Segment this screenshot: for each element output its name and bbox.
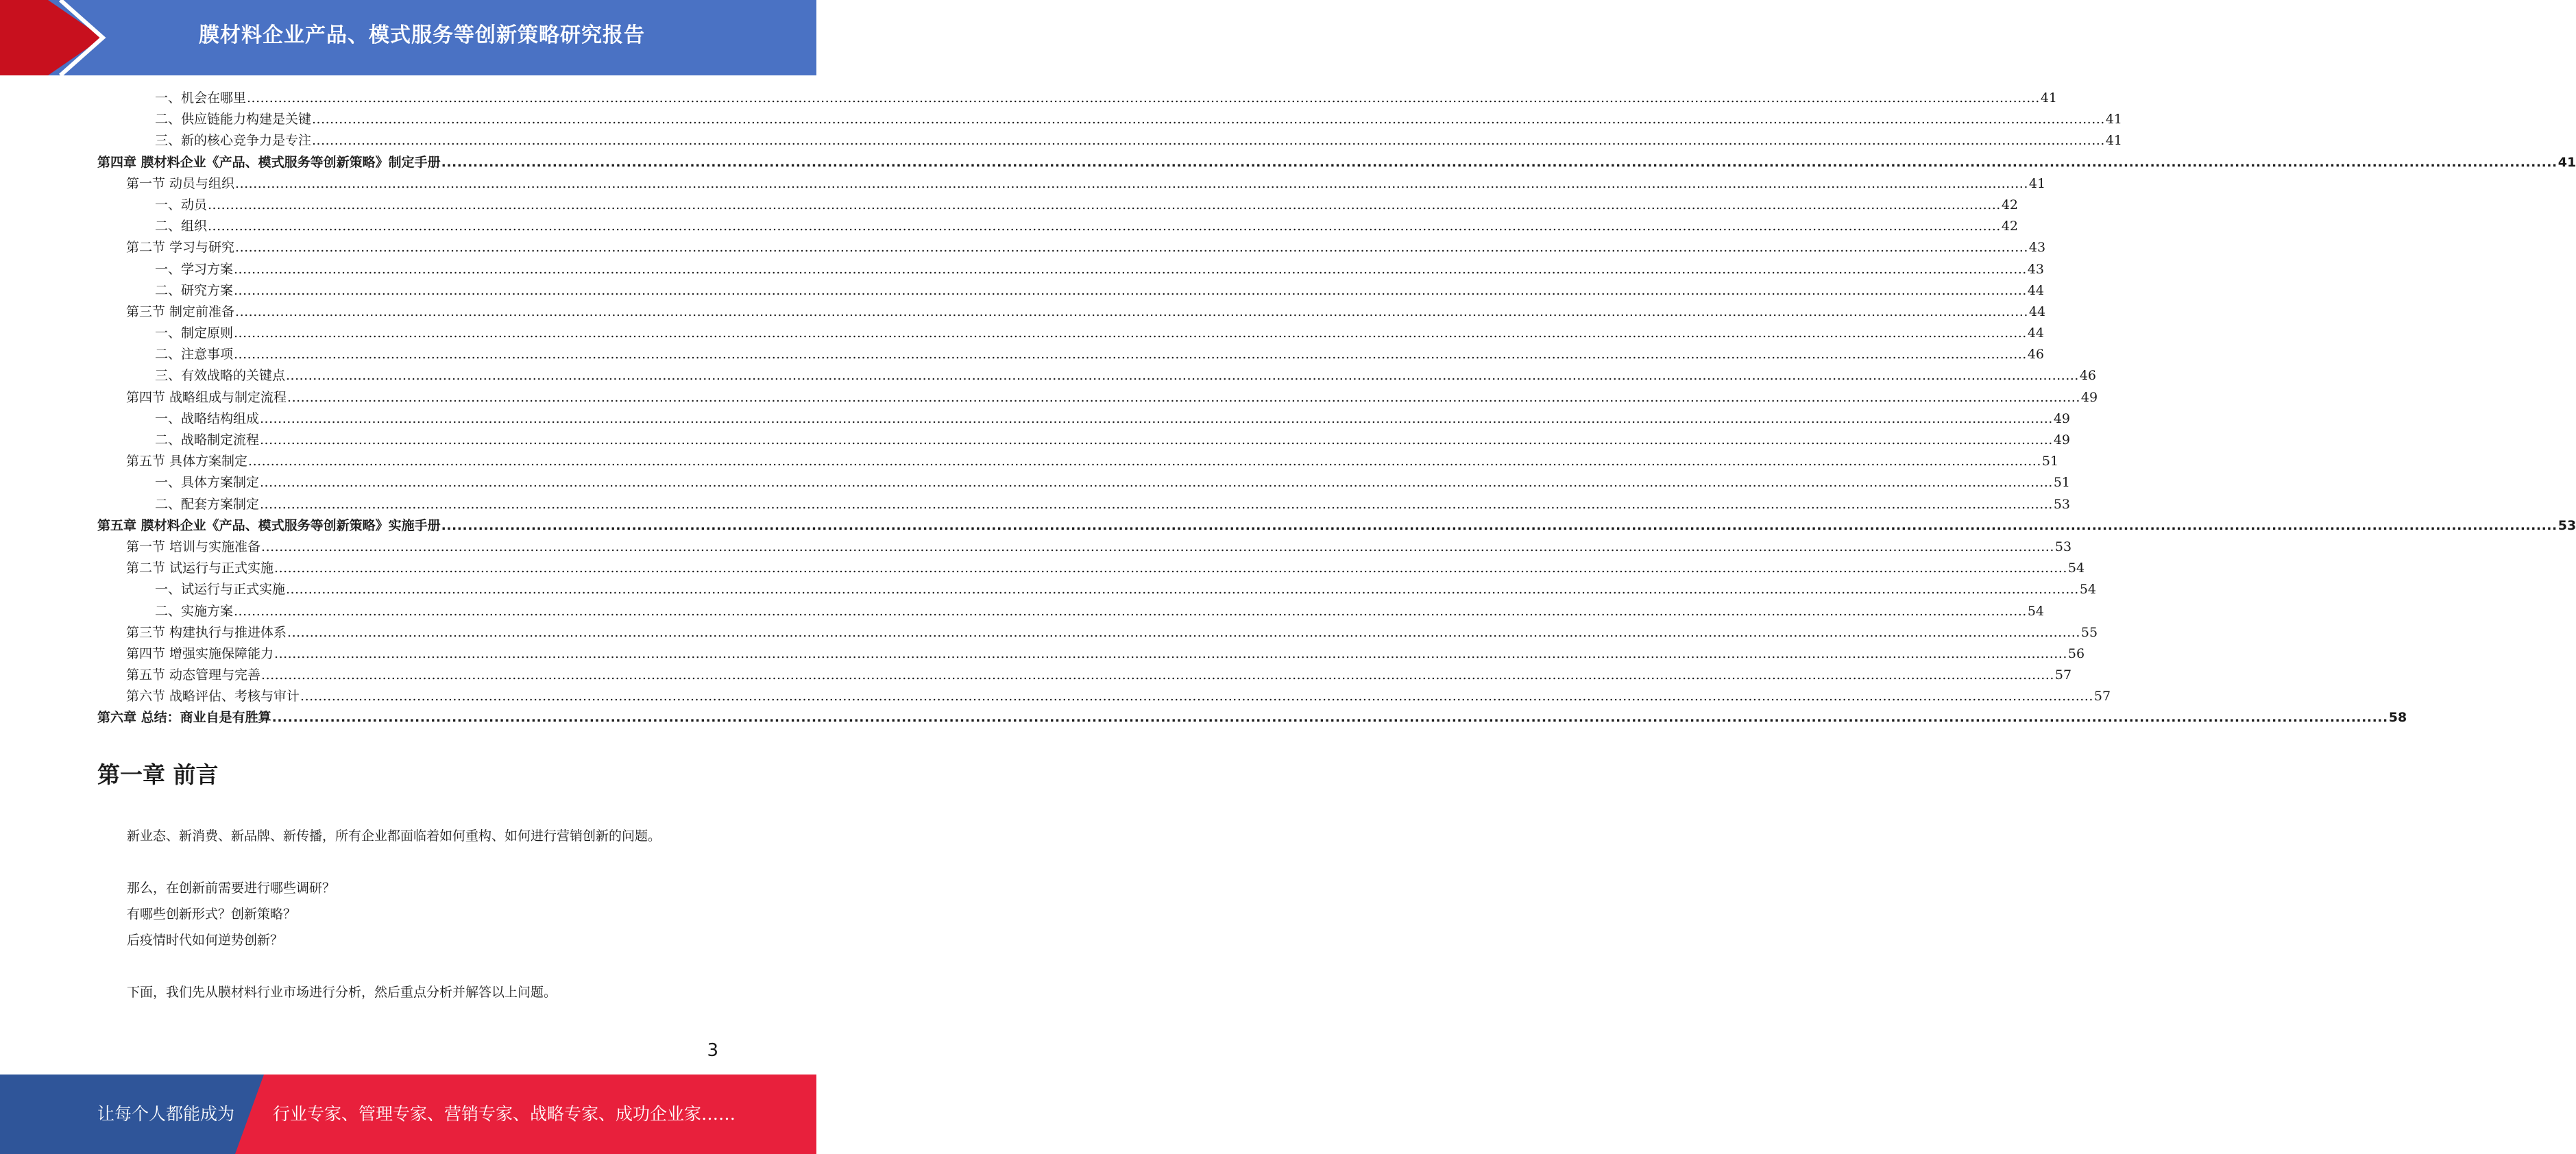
paragraph: 那么，在创新前需要进行哪些调研？ bbox=[127, 881, 336, 896]
toc-dot-leader: ................................................................................................................................................................................................................................................................................................................................................................................................................ bbox=[260, 410, 2053, 426]
toc-entry-label: 二、注意事项 bbox=[155, 347, 234, 363]
toc-entry[interactable] bbox=[97, 622, 2098, 643]
toc-entry-label: 第四节 战略组成与制定流程 bbox=[126, 389, 287, 405]
toc-entry-page: 41 bbox=[2105, 133, 2123, 149]
toc-entry-label: 第二节 试运行与正式实施 bbox=[126, 561, 274, 576]
toc-entry-label: 第六章 总结：商业自是有胜算 bbox=[97, 710, 271, 726]
toc-dot-leader: ................................................................................................................................................................................................................................................................................................................................................................................................................ bbox=[208, 197, 2001, 212]
page-number: 3 bbox=[707, 1040, 718, 1061]
toc-dot-leader: ................................................................................................................................................................................................................................................................................................................................................................................................................ bbox=[287, 389, 2080, 405]
toc-dot-leader: ................................................................................................................................................................................................................................................................................................................................................................................................................ bbox=[248, 454, 2041, 469]
toc-entry-page: 57 bbox=[2054, 667, 2072, 683]
toc-entry-label: 一、学习方案 bbox=[155, 261, 234, 277]
toc-entry[interactable] bbox=[97, 515, 2576, 537]
chapter-title: 第一章 前言 bbox=[97, 761, 219, 788]
toc-entry[interactable] bbox=[97, 344, 2045, 365]
toc-dot-leader: ................................................................................................................................................................................................................................................................................................................................................................................................................ bbox=[260, 432, 2053, 447]
toc-dot-leader: ................................................................................................................................................................................................................................................................................................................................................................................................................ bbox=[261, 539, 2054, 554]
toc-entry-label: 第二节 学习与研究 bbox=[126, 240, 235, 256]
toc-entry-page: 41 bbox=[2105, 112, 2123, 127]
toc-entry[interactable] bbox=[97, 601, 2045, 622]
toc-entry[interactable] bbox=[97, 579, 2097, 600]
toc-dot-leader: ................................................................................................................................................................................................................................................................................................................................................................................................................ bbox=[234, 326, 2027, 341]
toc-entry-page: 46 bbox=[2079, 368, 2097, 384]
toc-entry-label: 第五章 膜材料企业《产品、模式服务等创新策略》实施手册 bbox=[97, 517, 441, 533]
toc-dot-leader: ................................................................................................................................................................................................................................................................................................................................................................................................................ bbox=[287, 624, 2080, 640]
toc-entry[interactable] bbox=[97, 707, 2407, 728]
toc-entry-page: 53 bbox=[2054, 539, 2072, 554]
toc-entry-label: 一、具体方案制定 bbox=[155, 475, 260, 491]
toc-dot-leader: ................................................................................................................................................................................................................................................................................................................................................................................................................ bbox=[247, 90, 2040, 106]
toc-entry[interactable] bbox=[97, 237, 2046, 258]
toc-dot-leader: ................................................................................................................................................................................................................................................................................................................................................................................................................ bbox=[234, 282, 2027, 298]
toc-entry-page: 49 bbox=[2053, 432, 2071, 447]
toc-entry-label: 二、战略制定流程 bbox=[155, 432, 260, 447]
toc-entry-label: 一、动员 bbox=[155, 197, 208, 212]
toc-entry-label: 第一节 培训与实施准备 bbox=[126, 539, 261, 554]
toc-entry[interactable] bbox=[97, 408, 2071, 430]
toc-dot-leader: ................................................................................................................................................................................................................................................................................................................................................................................................................ bbox=[441, 517, 2557, 533]
toc-entry-page: 58 bbox=[2388, 710, 2407, 726]
toc-entry[interactable] bbox=[97, 280, 2045, 302]
toc-entry[interactable] bbox=[97, 451, 2059, 472]
toc-entry-label: 二、供应链能力构建是关键 bbox=[155, 112, 312, 127]
toc-entry[interactable] bbox=[97, 173, 2046, 195]
toc-entry-label: 一、机会在哪里 bbox=[155, 90, 247, 106]
toc-dot-leader: ................................................................................................................................................................................................................................................................................................................................................................................................................ bbox=[441, 154, 2557, 170]
toc-dot-leader: ................................................................................................................................................................................................................................................................................................................................................................................................................ bbox=[235, 240, 2028, 256]
toc-dot-leader: ................................................................................................................................................................................................................................................................................................................................................................................................................ bbox=[300, 689, 2093, 704]
toc-entry-page: 56 bbox=[2067, 646, 2085, 661]
toc-dot-leader: ................................................................................................................................................................................................................................................................................................................................................................................................................ bbox=[274, 646, 2067, 661]
toc-entry-label: 第三节 制定前准备 bbox=[126, 304, 235, 319]
toc-entry-page: 55 bbox=[2080, 624, 2098, 640]
toc-entry[interactable] bbox=[97, 109, 2123, 130]
toc-entry-label: 第四章 膜材料企业《产品、模式服务等创新策略》制定手册 bbox=[97, 154, 441, 170]
toc-entry[interactable] bbox=[97, 88, 2058, 109]
toc-entry-page: 49 bbox=[2080, 389, 2098, 405]
toc-entry-page: 43 bbox=[2028, 240, 2046, 256]
toc-entry-page: 49 bbox=[2053, 410, 2071, 426]
toc-entry[interactable] bbox=[97, 259, 2045, 280]
toc-entry-page: 51 bbox=[2041, 454, 2059, 469]
toc-entry[interactable] bbox=[97, 130, 2123, 151]
toc-entry[interactable] bbox=[97, 494, 2071, 515]
toc-dot-leader: ................................................................................................................................................................................................................................................................................................................................................................................................................ bbox=[286, 582, 2079, 598]
toc-entry-page: 41 bbox=[2557, 154, 2576, 170]
toc-dot-leader: ................................................................................................................................................................................................................................................................................................................................................................................................................ bbox=[235, 175, 2028, 191]
toc-entry-page: 42 bbox=[2001, 219, 2019, 234]
toc-entry-label: 二、研究方案 bbox=[155, 282, 234, 298]
toc-entry-label: 第一节 动员与组织 bbox=[126, 175, 235, 191]
toc-dot-leader: ................................................................................................................................................................................................................................................................................................................................................................................................................ bbox=[260, 475, 2053, 491]
toc-dot-leader: ................................................................................................................................................................................................................................................................................................................................................................................................................ bbox=[234, 261, 2027, 277]
page-header bbox=[0, 0, 816, 75]
toc-entry-page: 44 bbox=[2027, 282, 2045, 298]
toc-entry-label: 三、有效战略的关键点 bbox=[155, 368, 286, 384]
toc-entry-page: 54 bbox=[2067, 561, 2085, 576]
toc-entry-label: 一、战略结构组成 bbox=[155, 410, 260, 426]
toc-entry[interactable] bbox=[97, 195, 2019, 216]
toc-entry-label: 第三节 构建执行与推进体系 bbox=[126, 624, 287, 640]
toc-entry-label: 第五节 具体方案制定 bbox=[126, 454, 248, 469]
toc-entry-page: 54 bbox=[2027, 603, 2045, 619]
toc-entry-page: 44 bbox=[2027, 326, 2045, 341]
toc-dot-leader: ................................................................................................................................................................................................................................................................................................................................................................................................................ bbox=[312, 133, 2105, 149]
toc-entry-label: 二、组织 bbox=[155, 219, 208, 234]
footer-slogan-right: 行业专家、管理专家、营销专家、战略专家、成功企业家…… bbox=[273, 1104, 736, 1124]
toc-entry[interactable] bbox=[97, 537, 2072, 558]
toc-entry-page: 42 bbox=[2001, 197, 2019, 212]
toc-entry[interactable] bbox=[97, 152, 2576, 173]
toc-entry-page: 57 bbox=[2093, 689, 2111, 704]
paragraph: 有哪些创新形式？创新策略？ bbox=[127, 907, 297, 922]
toc-entry-page: 44 bbox=[2028, 304, 2046, 319]
toc-entry-label: 二、实施方案 bbox=[155, 603, 234, 619]
toc-entry[interactable] bbox=[97, 323, 2045, 344]
footer-slogan-left: 让每个人都能成为 bbox=[97, 1104, 235, 1124]
toc-entry[interactable] bbox=[97, 216, 2019, 237]
toc-entry[interactable] bbox=[97, 558, 2085, 579]
toc-dot-leader: ................................................................................................................................................................................................................................................................................................................................................................................................................ bbox=[234, 347, 2027, 363]
toc-dot-leader: ................................................................................................................................................................................................................................................................................................................................................................................................................ bbox=[208, 219, 2001, 234]
toc-dot-leader: ................................................................................................................................................................................................................................................................................................................................................................................................................ bbox=[312, 112, 2105, 127]
toc-dot-leader: ................................................................................................................................................................................................................................................................................................................................................................................................................ bbox=[235, 304, 2028, 319]
toc-entry-page: 51 bbox=[2053, 475, 2071, 491]
toc-entry-page: 46 bbox=[2027, 347, 2045, 363]
paragraph: 新业态、新消费、新品牌、新传播，所有企业都面临着如何重构、如何进行营销创新的问题。 bbox=[127, 828, 661, 844]
table-of-contents bbox=[97, 88, 2576, 729]
toc-entry-page: 41 bbox=[2028, 175, 2046, 191]
toc-dot-leader: ................................................................................................................................................................................................................................................................................................................................................................................................................ bbox=[271, 710, 2388, 726]
header-title: 膜材料企业产品、模式服务等创新策略研究报告 bbox=[199, 23, 645, 47]
toc-dot-leader: ................................................................................................................................................................................................................................................................................................................................................................................................................ bbox=[274, 561, 2067, 576]
toc-entry[interactable] bbox=[97, 387, 2098, 408]
toc-entry[interactable] bbox=[97, 686, 2111, 707]
toc-entry-label: 一、制定原则 bbox=[155, 326, 234, 341]
paragraph: 后疫情时代如何逆势创新？ bbox=[127, 933, 284, 948]
toc-entry[interactable] bbox=[97, 365, 2097, 386]
toc-entry[interactable] bbox=[97, 643, 2085, 665]
toc-dot-leader: ................................................................................................................................................................................................................................................................................................................................................................................................................ bbox=[234, 603, 2027, 619]
page-footer bbox=[0, 1075, 816, 1154]
toc-entry[interactable] bbox=[97, 302, 2046, 323]
paragraph: 下面，我们先从膜材料行业市场进行分析，然后重点分析并解答以上问题。 bbox=[127, 985, 557, 1000]
toc-dot-leader: ................................................................................................................................................................................................................................................................................................................................................................................................................ bbox=[261, 667, 2054, 683]
toc-entry-page: 43 bbox=[2027, 261, 2045, 277]
toc-entry-label: 一、试运行与正式实施 bbox=[155, 582, 286, 598]
toc-entry-page: 41 bbox=[2040, 90, 2058, 106]
toc-entry-label: 二、配套方案制定 bbox=[155, 496, 260, 512]
toc-entry-label: 第六节 战略评估、考核与审计 bbox=[126, 689, 300, 704]
toc-entry[interactable] bbox=[97, 472, 2071, 493]
toc-dot-leader: ................................................................................................................................................................................................................................................................................................................................................................................................................ bbox=[286, 368, 2079, 384]
toc-dot-leader: ................................................................................................................................................................................................................................................................................................................................................................................................................ bbox=[260, 496, 2053, 512]
toc-entry-label: 第四节 增强实施保障能力 bbox=[126, 646, 274, 661]
toc-entry[interactable] bbox=[97, 665, 2072, 686]
toc-entry-label: 三、新的核心竞争力是专注 bbox=[155, 133, 312, 149]
toc-entry-page: 53 bbox=[2053, 496, 2071, 512]
toc-entry-page: 53 bbox=[2557, 517, 2576, 533]
toc-entry[interactable] bbox=[97, 430, 2071, 451]
toc-entry-label: 第五节 动态管理与完善 bbox=[126, 667, 261, 683]
toc-entry-page: 54 bbox=[2079, 582, 2097, 598]
